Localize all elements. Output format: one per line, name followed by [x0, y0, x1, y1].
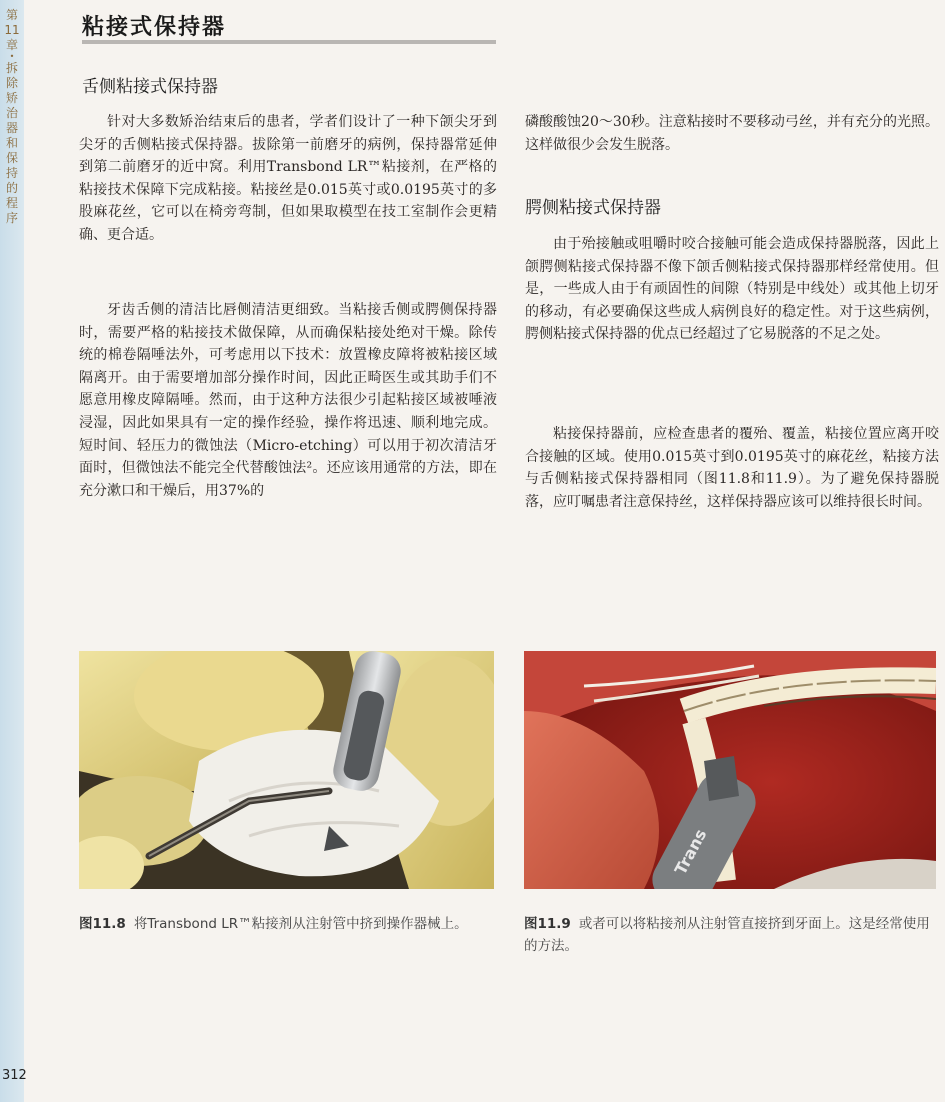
bullet-dot: • — [9, 52, 15, 61]
figure-11-8-label: 图11.8 — [79, 916, 126, 932]
section-heading-lingual: 舌侧粘接式保持器 — [82, 77, 218, 97]
page-title: 粘接式保持器 — [82, 15, 227, 40]
figure-11-9-label: 图11.9 — [524, 916, 571, 932]
figure-11-9-text: 或者可以将粘接剂从注射管直接挤到牙面上。这是经常使用的方法。 — [524, 916, 930, 954]
syringe-brand-text: Trans — [670, 825, 711, 878]
title-rule — [82, 40, 496, 44]
paragraph-palatal-2: 粘接保持器前，应检查患者的覆殆、覆盖，粘接位置应离开咬合接触的区域。使用0.015英寸到0.0195英寸的麻花丝，粘接方法与舌侧粘接式保持器相同（图11.8和11.9）。为了避免保持器脱落，应叮嘱患者注意保持丝，这样保持器应该可以维持很长时间。 — [525, 426, 939, 510]
figure-11-8-text: 将Transbond LR™粘接剂从注射管中挤到操作器械上。 — [133, 916, 468, 932]
mouth-syringe-photo — [524, 651, 936, 889]
figure-11-9-photo — [524, 651, 936, 889]
chapter-title: 拆除矫治器和保持的程序 — [5, 61, 18, 225]
page-number: 312 — [2, 1068, 27, 1083]
gloved-hands-syringe-photo — [79, 651, 494, 889]
figure-11-9-caption — [524, 913, 939, 957]
paragraph-lingual-2: 牙齿舌侧的清洁比唇侧清洁更细致。当粘接舌侧或腭侧保持器时，需要严格的粘接技术做保障，从而确保粘接处绝对干燥。除传统的棉卷隔唾法外，可考虑用以下技术：放置橡皮障将被粘接区域隔离开。由于需要增加部分操作时间，因此正畸医生或其助手们不愿意用橡皮障隔唾。然而，由于这种方法很少引起粘接区域被唾液浸湿，因此如果具有一定的操作经验，操作将迅速、顺利地完成。短时间、轻压力的微蚀法（Micro-etching）可以用于初次清洁牙面时，但微蚀法不能完全代替酸蚀法²。还应该用通常的方法，即在充分漱口和干燥后，用37%的 — [79, 302, 497, 499]
chapter-sidebar — [0, 0, 27, 1102]
figure-11-8-caption — [79, 913, 497, 935]
paragraph-palatal-1: 由于殆接触或咀嚼时咬合接触可能会造成保持器脱落，因此上颌腭侧粘接式保持器不像下颌舌侧粘接式保持器那样经常使用。但是，一些成人由于有顽固性的间隙（特别是中线处）或其他上切牙的移动，有必要确保这些成人病例良好的稳定性。对于这些病例，腭侧粘接式保持器的优点已经超过了它易脱落的不足之处。 — [525, 236, 939, 343]
paragraph-lingual-2-continued: 磷酸酸蚀20～30秒。注意粘接时不要移动弓丝，并有充分的光照。这样做很少会发生脱落。 — [525, 114, 939, 153]
section-heading-palatal: 腭侧粘接式保持器 — [525, 198, 661, 218]
paragraph-lingual-1: 针对大多数矫治结束后的患者，学者们设计了一种下颌尖牙到尖牙的舌侧粘接式保持器。拔除第一前磨牙的病例，保持器常延伸到第二前磨牙的近中窝。利用Transbond LR™粘接剂，在严格的粘接技术保障下完成粘接。粘接丝是0.015英寸或0.0195英寸的多股麻花丝，它可以在椅旁弯制，但如果取模型在技工室制作会更精确、更合适。 — [79, 114, 497, 243]
chapter-label — [3, 8, 21, 226]
chapter-number: 第11章 — [4, 8, 20, 52]
figure-11-8-photo — [79, 651, 494, 889]
